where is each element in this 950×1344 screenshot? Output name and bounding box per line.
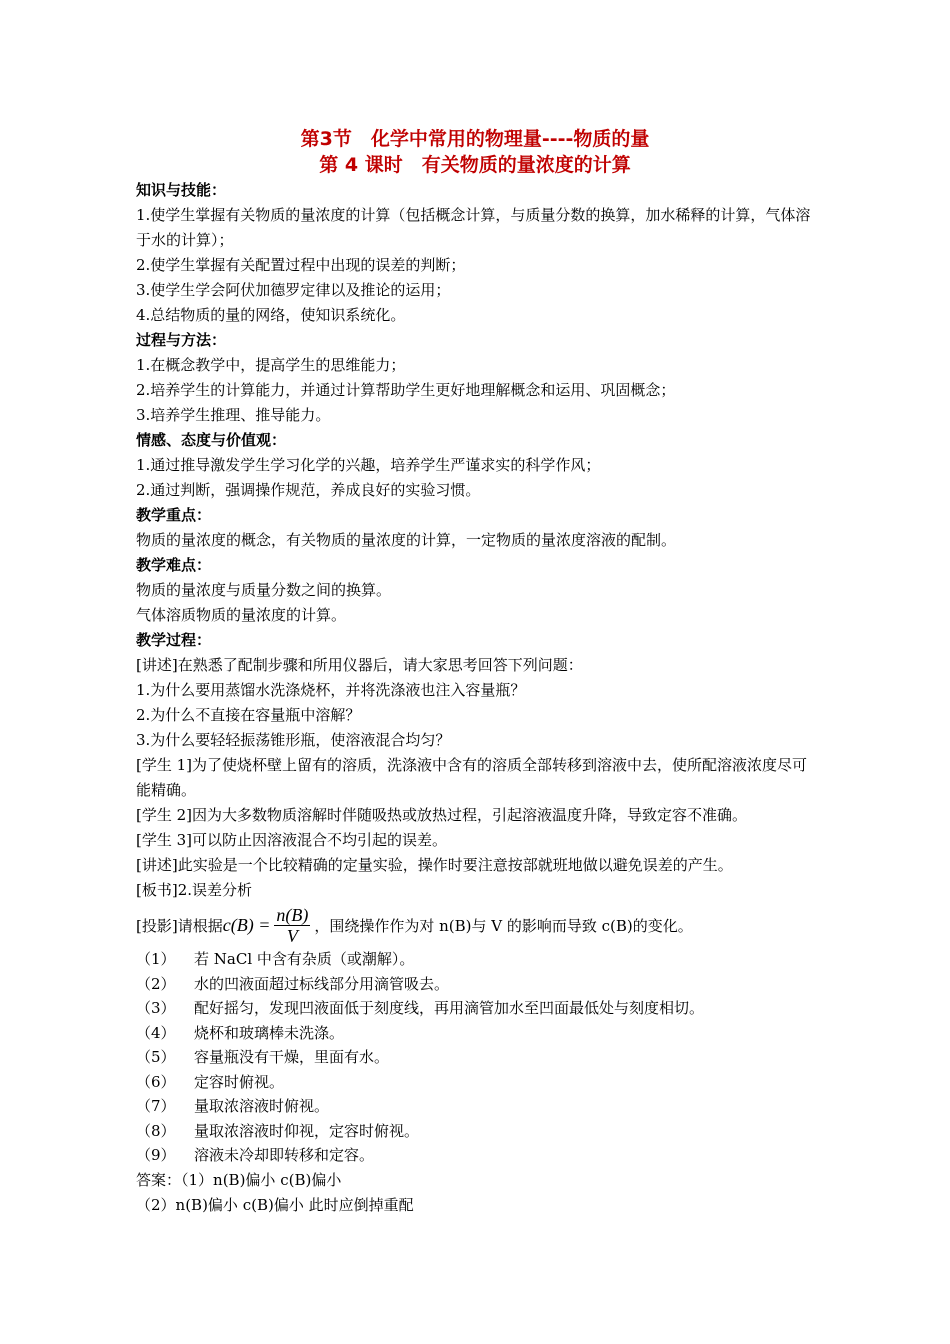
list-item xyxy=(136,1021,816,1046)
formula-numerator: n(B) xyxy=(276,904,309,925)
list-item xyxy=(136,996,816,1021)
section-heading-teaching-process: 教学过程： xyxy=(136,631,212,649)
list-item xyxy=(136,972,816,997)
section-heading-key-points: 教学重点： xyxy=(136,506,212,524)
item-number: （4） xyxy=(136,1023,176,1042)
list-item xyxy=(136,1094,816,1119)
item-text: 烧杯和玻璃棒未洗涤。 xyxy=(194,1023,345,1042)
section-heading-difficulties: 教学难点： xyxy=(136,556,212,574)
item-number: （1） xyxy=(136,950,176,968)
list-item xyxy=(136,1143,816,1168)
paragraph: 2.使学生掌握有关配置过程中出现的误差的判断； xyxy=(136,256,466,274)
item-text: 容量瓶没有干燥，里面有水。 xyxy=(194,1048,390,1066)
answer-line: （2）n(B)偏小 c(B)偏小 此时应倒掉重配 xyxy=(136,1195,414,1214)
page-title: 第3节 化学中常用的物理量----物质的量 xyxy=(300,128,650,150)
item-number: （3） xyxy=(136,999,176,1017)
paragraph: [板书]2.误差分析 xyxy=(136,881,253,899)
item-number: （2） xyxy=(136,974,176,993)
paragraph: 2.通过判断，强调操作规范，养成良好的实验习惯。 xyxy=(136,481,481,499)
paragraph: 2.培养学生的计算能力，并通过计算帮助学生更好地理解概念和运用、巩固概念； xyxy=(136,381,676,399)
section-heading-emotion: 情感、态度与价值观： xyxy=(136,431,287,449)
paragraph: 气体溶质物质的量浓度的计算。 xyxy=(136,606,347,624)
item-text: 配好摇匀，发现凹液面低于刻度线，再用滴管加水至凹面最低处与刻度相切。 xyxy=(194,999,705,1017)
paragraph: 3.使学生学会阿伏加德罗定律以及推论的运用； xyxy=(136,281,451,299)
formula-fraction xyxy=(274,905,310,946)
student-answer: [学生 1]为了使烧杯壁上留有的溶质，洗涤液中含有的溶质全部转移到溶液中去，使所配溶液浓度尽可能精确。 xyxy=(136,756,808,799)
paragraph: 3.培养学生推理、推导能力。 xyxy=(136,406,331,424)
section-heading-knowledge: 知识与技能： xyxy=(136,181,227,199)
list-item xyxy=(136,1119,816,1144)
projection-suffix: ，围绕操作作为对 n(B)与 V 的影响而导致 c(B)的变化。 xyxy=(314,916,693,935)
list-item xyxy=(136,1070,816,1095)
item-text: 量取浓溶液时俯视。 xyxy=(194,1097,330,1115)
document-body xyxy=(136,178,816,1218)
paragraph: [讲述]此实验是一个比较精确的定量实验，操作时要注意按部就班地做以避免误差的产生。 xyxy=(136,856,733,874)
item-text: 溶液未冷却即转移和定容。 xyxy=(194,1146,375,1164)
item-number: （5） xyxy=(136,1048,176,1066)
projection-line xyxy=(136,903,816,947)
paragraph: 1.使学生掌握有关物质的量浓度的计算（包括概念计算，与质量分数的换算，加水稀释的计算，气体溶于水的计算）； xyxy=(136,206,811,249)
item-number: （6） xyxy=(136,1072,176,1091)
list-item xyxy=(136,1045,816,1070)
list-item xyxy=(136,947,816,972)
section-heading-process: 过程与方法： xyxy=(136,331,227,349)
projection-prefix: [投影]请根据 xyxy=(136,916,223,935)
paragraph: 4.总结物质的量的网络，使知识系统化。 xyxy=(136,306,406,324)
question-item: 2.为什么不直接在容量瓶中溶解？ xyxy=(136,706,361,724)
formula-lhs: c(B) = xyxy=(222,914,271,935)
item-text: 定容时俯视。 xyxy=(194,1072,285,1091)
question-item: 1.为什么要用蒸馏水洗涤烧杯，并将洗涤液也注入容量瓶？ xyxy=(136,681,526,699)
student-answer: [学生 2]因为大多数物质溶解时伴随吸热或放热过程，引起溶液温度升降，导致定容不准确。 xyxy=(136,806,748,824)
student-answer: [学生 3]可以防止因溶液混合不均引起的误差。 xyxy=(136,831,448,849)
item-number: （8） xyxy=(136,1121,176,1140)
item-number: （9） xyxy=(136,1146,176,1164)
paragraph: 1.在概念教学中，提高学生的思维能力； xyxy=(136,356,406,374)
item-text: 水的凹液面超过标线部分用滴管吸去。 xyxy=(194,974,450,993)
formula-denominator: V xyxy=(286,925,298,946)
paragraph: [讲述]在熟悉了配制步骤和所用仪器后，请大家思考回答下列问题： xyxy=(136,656,583,674)
item-text: 若 NaCl 中含有杂质（或潮解）。 xyxy=(194,950,415,968)
paragraph: 1.通过推导激发学生学习化学的兴趣，培养学生严谨求实的科学作风； xyxy=(136,456,601,474)
lesson-subtitle: 第 4 课时 有关物质的量浓度的计算 xyxy=(319,154,631,176)
question-item: 3.为什么要轻轻振荡锥形瓶，使溶液混合均匀？ xyxy=(136,731,451,749)
item-number: （7） xyxy=(136,1097,176,1115)
answer-line: 答案：（1）n(B)偏小 c(B)偏小 xyxy=(136,1170,342,1189)
paragraph: 物质的量浓度的概念，有关物质的量浓度的计算，一定物质的量浓度溶液的配制。 xyxy=(136,531,677,549)
item-text: 量取浓溶液时仰视，定容时俯视。 xyxy=(194,1121,420,1140)
paragraph: 物质的量浓度与质量分数之间的换算。 xyxy=(136,581,392,599)
